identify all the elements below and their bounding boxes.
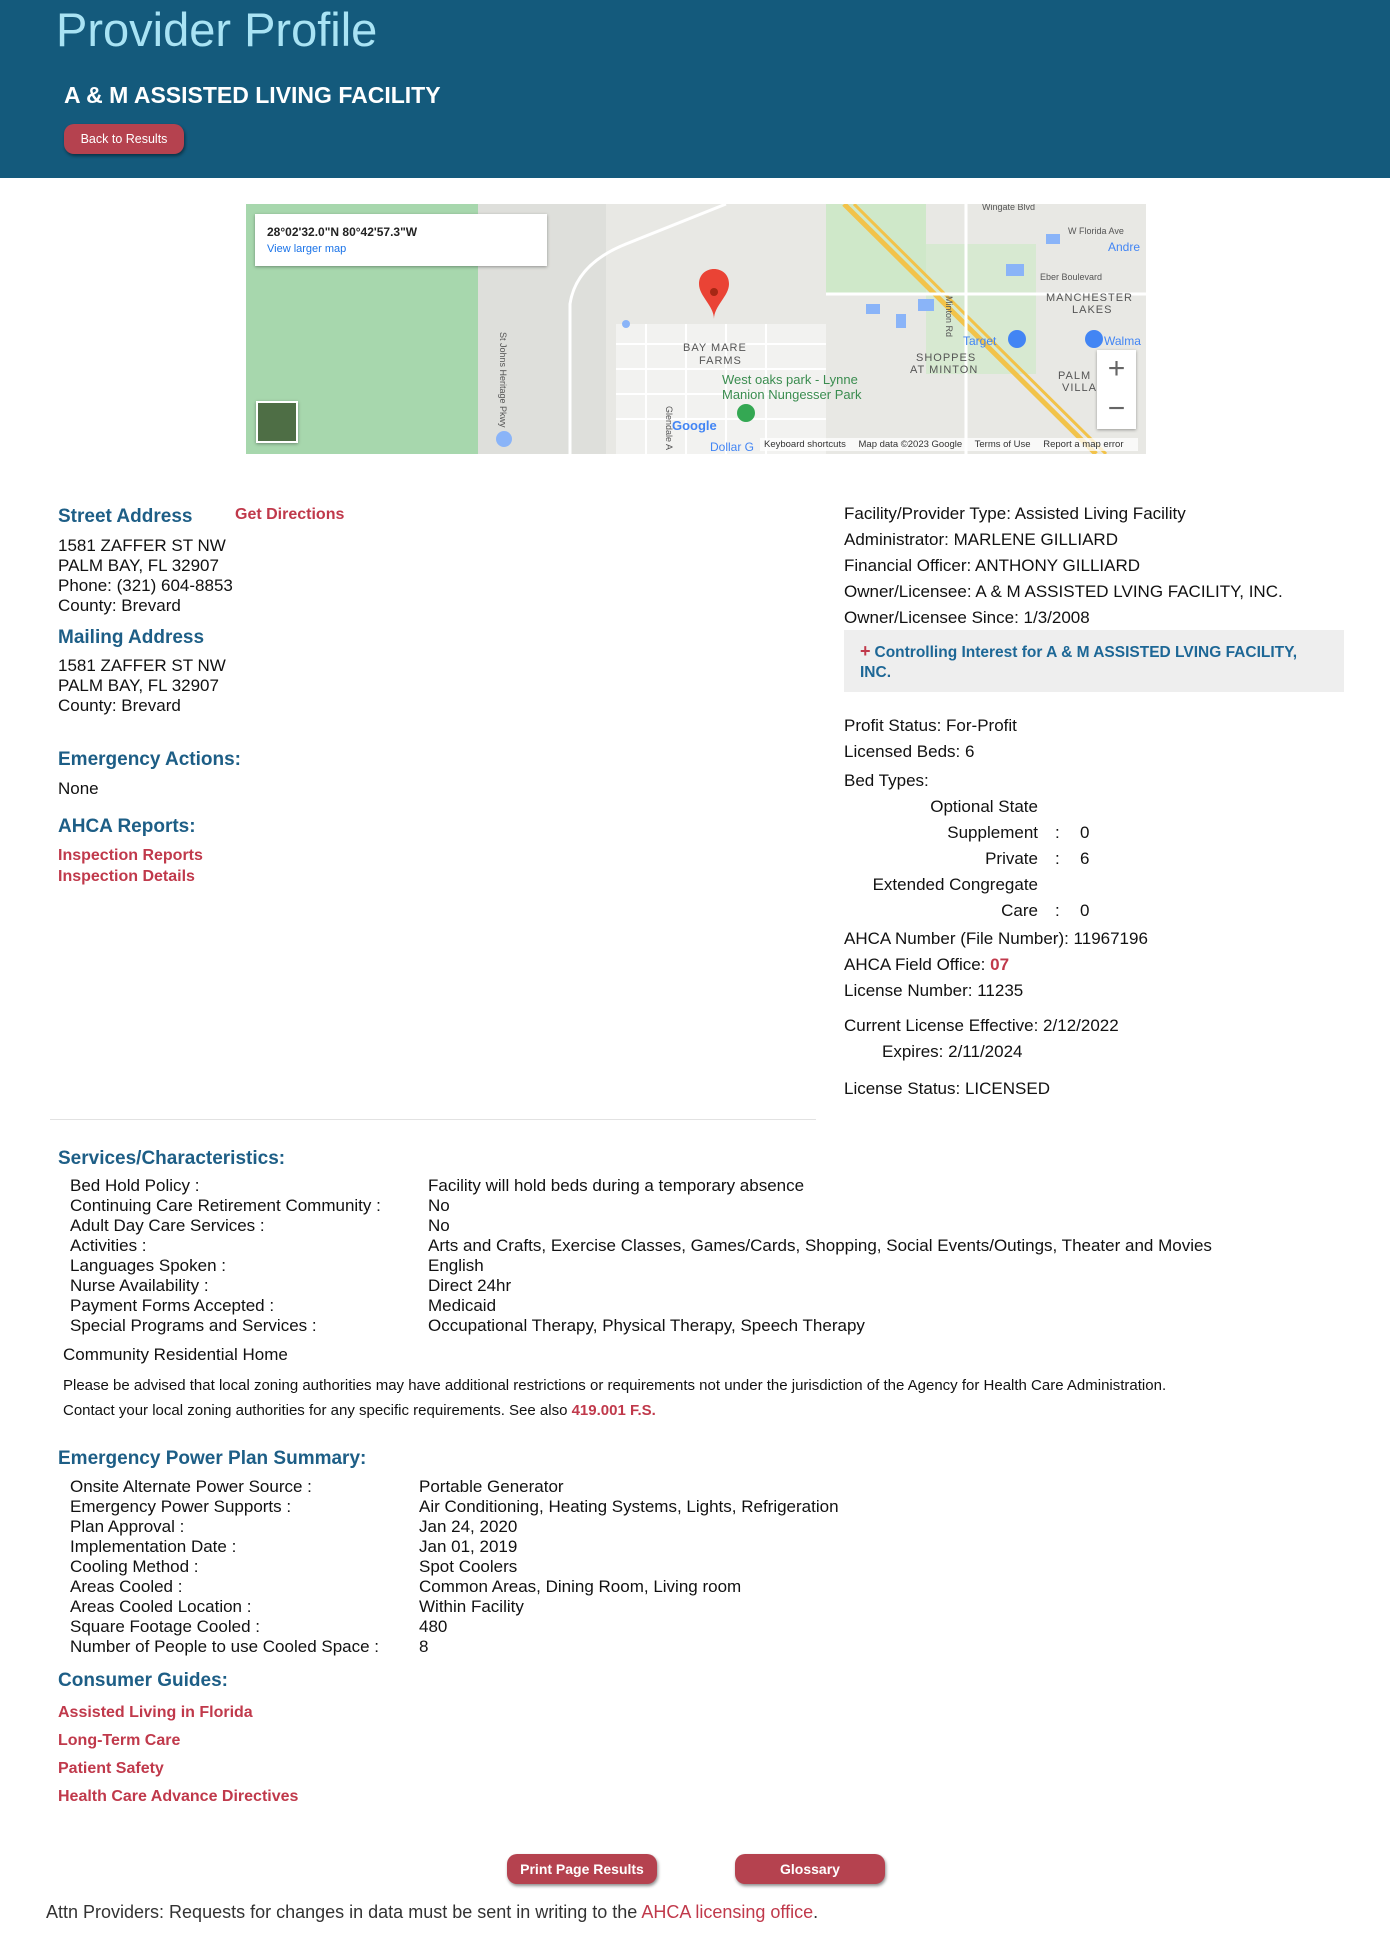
bed-type-label: Optional State — [930, 797, 1038, 816]
license-status: License Status: LICENSED — [844, 1079, 1050, 1098]
bed-type-colon: : — [1055, 849, 1060, 868]
controlling-interest-text: Controlling Interest for A & M ASSISTED LVING FACILITY, INC. — [860, 644, 1298, 681]
zoning-notice-line1: Please be advised that local zoning authorities may have additional restrictions or requirements not under the jurisdiction of the Agency for Health Care Administration. — [63, 1377, 1167, 1394]
back-to-results-button[interactable]: Back to Results — [64, 124, 184, 154]
bed-type-label: Private — [985, 849, 1038, 868]
map-label-villa: VILLA — [1062, 382, 1097, 394]
ahca-licensing-office-link[interactable]: AHCA licensing office — [641, 1902, 814, 1922]
bed-type-value: 6 — [1080, 849, 1090, 868]
ahca-reports-heading: AHCA Reports: — [58, 816, 196, 837]
controlling-interest-label — [860, 641, 1330, 683]
zoom-out-button[interactable]: − — [1107, 392, 1126, 425]
map-label-bay-mare: BAY MARE — [683, 342, 747, 354]
view-larger-map-link[interactable]: View larger map — [267, 243, 347, 255]
bed-type-label: Extended Congregate — [872, 875, 1038, 894]
service-label: Payment Forms Accepted : — [70, 1296, 275, 1315]
bed-types-heading: Bed Types: — [844, 771, 929, 790]
power-value: Portable Generator — [419, 1477, 564, 1496]
map-label-manchester: MANCHESTER — [1046, 292, 1134, 304]
zoom-in-button[interactable]: + — [1107, 352, 1126, 385]
print-page-results-button[interactable]: Print Page Results — [507, 1854, 657, 1884]
administrator: Administrator: MARLENE GILLIARD — [844, 530, 1118, 549]
expand-plus-icon: + — [860, 641, 871, 661]
bed-type-colon: : — [1055, 901, 1060, 920]
report-map-error-link[interactable]: Report a map error — [1043, 439, 1124, 450]
county: County: Brevard — [58, 596, 181, 615]
mail-line1: 1581 ZAFFER ST NW — [58, 656, 226, 675]
service-label: Continuing Care Retirement Community : — [70, 1196, 381, 1215]
bed-type-value: 0 — [1080, 901, 1090, 920]
guide-link-assisted-living[interactable]: Assisted Living in Florida — [58, 1704, 253, 1721]
street-line2: PALM BAY, FL 32907 — [58, 556, 219, 575]
map-label-dollar: Dollar G — [710, 440, 755, 454]
power-label: Implementation Date : — [70, 1537, 237, 1556]
power-value: Within Facility — [419, 1597, 524, 1616]
map-label-walmart: Walma — [1104, 334, 1141, 348]
map-label-wingate: Wingate Blvd — [982, 204, 1036, 212]
service-label: Activities : — [70, 1236, 147, 1255]
terms-of-use-link[interactable]: Terms of Use — [974, 439, 1031, 450]
power-label: Areas Cooled : — [70, 1577, 183, 1596]
bed-type-label: Care — [1001, 901, 1038, 920]
power-label: Number of People to use Cooled Space : — [70, 1637, 380, 1656]
services-heading: Services/Characteristics: — [58, 1148, 286, 1169]
map-footer — [760, 438, 1138, 451]
service-value: English — [428, 1256, 484, 1275]
power-label: Square Footage Cooled : — [70, 1617, 260, 1636]
power-label: Plan Approval : — [70, 1517, 185, 1536]
map-label-shoppes: SHOPPES — [916, 352, 977, 364]
power-value: Jan 24, 2020 — [419, 1517, 518, 1536]
power-value: Air Conditioning, Heating Systems, Lights, Refrigeration — [419, 1497, 839, 1516]
power-value: Jan 01, 2019 — [419, 1537, 518, 1556]
field-office-label: AHCA Field Office: — [844, 955, 991, 974]
map-info-card — [255, 214, 547, 266]
service-value: Arts and Crafts, Exercise Classes, Games/Cards, Shopping, Social Events/Outings, Theater and Movies — [428, 1236, 1212, 1255]
map-label-eber: Eber Boulevard — [1040, 272, 1103, 282]
power-plan-heading: Emergency Power Plan Summary: — [58, 1448, 367, 1469]
page-title: Provider Profile — [56, 3, 378, 56]
map-label-manion: Manion Nungesser Park — [722, 387, 862, 402]
map-label-at-minton: AT MINTON — [910, 364, 979, 376]
map-label-target: Target — [963, 334, 997, 348]
guide-link-advance-directives[interactable]: Health Care Advance Directives — [58, 1788, 299, 1805]
power-value: 480 — [419, 1617, 448, 1636]
power-value: 8 — [419, 1637, 429, 1656]
power-label: Areas Cooled Location : — [70, 1597, 252, 1616]
street-line1: 1581 ZAFFER ST NW — [58, 536, 226, 555]
map-label-minton-rd: Minton Rd — [944, 296, 954, 338]
power-label: Emergency Power Supports : — [70, 1497, 292, 1516]
service-value: Medicaid — [428, 1296, 497, 1315]
emergency-actions-heading: Emergency Actions: — [58, 749, 242, 770]
section-divider — [50, 1119, 816, 1120]
license-number: License Number: 11235 — [844, 981, 1024, 1000]
zoning-notice-text: Contact your local zoning authorities for any specific requirements. See also — [63, 1402, 572, 1419]
keyboard-shortcuts-link[interactable]: Keyboard shortcuts — [764, 439, 846, 450]
power-value: Common Areas, Dining Room, Living room — [419, 1577, 742, 1596]
community-residential-home: Community Residential Home — [63, 1345, 288, 1364]
glossary-button[interactable]: Glossary — [735, 1854, 885, 1884]
guide-link-long-term-care[interactable]: Long-Term Care — [58, 1732, 181, 1749]
service-label: Special Programs and Services : — [70, 1316, 317, 1335]
service-label: Languages Spoken : — [70, 1256, 226, 1275]
service-value: Occupational Therapy, Physical Therapy, Speech Therapy — [428, 1316, 865, 1335]
map-label-andre: Andre — [1108, 240, 1141, 254]
power-label: Cooling Method : — [70, 1557, 199, 1576]
map-label-farms: FARMS — [699, 355, 742, 367]
licensed-beds: Licensed Beds: 6 — [844, 742, 975, 761]
footer-note-text: Attn Providers: Requests for changes in data must be sent in writing to the — [46, 1902, 642, 1922]
owner-since: Owner/Licensee Since: 1/3/2008 — [844, 608, 1090, 627]
power-value: Spot Coolers — [419, 1557, 518, 1576]
get-directions-link[interactable]: Get Directions — [235, 506, 345, 523]
emergency-actions-value: None — [58, 779, 99, 798]
footer-note-end: . — [813, 1902, 819, 1922]
footer-note — [46, 1902, 818, 1923]
location-map[interactable] — [246, 204, 1146, 454]
financial-officer: Financial Officer: ANTHONY GILLIARD — [844, 556, 1141, 575]
bed-type-colon: : — [1055, 823, 1060, 842]
service-label: Adult Day Care Services : — [70, 1216, 265, 1235]
bed-type-label: Supplement — [947, 823, 1038, 842]
service-value: Facility will hold beds during a temporary absence — [428, 1176, 805, 1195]
power-label: Onsite Alternate Power Source : — [70, 1477, 312, 1496]
street-address-heading: Street Address — [58, 506, 193, 527]
mailing-address-heading: Mailing Address — [58, 627, 205, 648]
inspection-reports-link[interactable]: Inspection Reports — [58, 847, 203, 864]
ahca-field-office — [844, 955, 1009, 975]
mail-county: County: Brevard — [58, 696, 181, 715]
page-header — [0, 0, 1390, 178]
guide-link-patient-safety[interactable]: Patient Safety — [58, 1760, 164, 1777]
ahca-number: AHCA Number (File Number): 11967196 — [844, 929, 1148, 948]
consumer-guides-heading: Consumer Guides: — [58, 1670, 228, 1691]
map-data-attribution: Map data ©2023 Google — [858, 439, 963, 450]
map-label-st-johns: St Johns Heritage Pkwy — [498, 332, 508, 428]
map-label-west-oaks: West oaks park - Lynne — [722, 372, 858, 387]
map-label-lakes: LAKES — [1072, 304, 1113, 316]
phone: Phone: (321) 604-8853 — [58, 576, 233, 595]
owner-licensee: Owner/Licensee: A & M ASSISTED LVING FACILITY, INC. — [844, 582, 1283, 601]
service-value: Direct 24hr — [428, 1276, 512, 1295]
mail-line2: PALM BAY, FL 32907 — [58, 676, 219, 695]
controlling-interest-toggle[interactable] — [844, 630, 1344, 692]
bed-type-value: 0 — [1080, 823, 1090, 842]
map-zoom-control — [1097, 350, 1136, 429]
license-effective: Current License Effective: 2/12/2022 — [844, 1016, 1119, 1035]
zoning-notice-line2 — [63, 1402, 656, 1419]
map-label-glendale: Glendale A — [664, 406, 674, 451]
field-office-link[interactable]: 07 — [990, 955, 1010, 974]
satellite-toggle[interactable] — [256, 401, 298, 443]
map-coordinates: 28°02'32.0"N 80°42'57.3"W — [267, 225, 418, 239]
statute-link[interactable]: 419.001 F.S. — [571, 1402, 656, 1419]
license-expires: Expires: 2/11/2024 — [882, 1042, 1023, 1061]
map-label-w-florida: W Florida Ave — [1068, 226, 1124, 236]
facility-name: A & M ASSISTED LIVING FACILITY — [64, 82, 441, 108]
profit-status: Profit Status: For-Profit — [844, 716, 1017, 735]
service-value: No — [428, 1216, 450, 1235]
inspection-details-link[interactable]: Inspection Details — [58, 868, 195, 885]
service-value: No — [428, 1196, 450, 1215]
service-label: Bed Hold Policy : — [70, 1176, 200, 1195]
map-label-palm: PALM — [1058, 370, 1092, 382]
facility-type: Facility/Provider Type: Assisted Living Facility — [844, 504, 1186, 523]
service-label: Nurse Availability : — [70, 1276, 209, 1295]
google-logo: Google — [672, 418, 717, 433]
